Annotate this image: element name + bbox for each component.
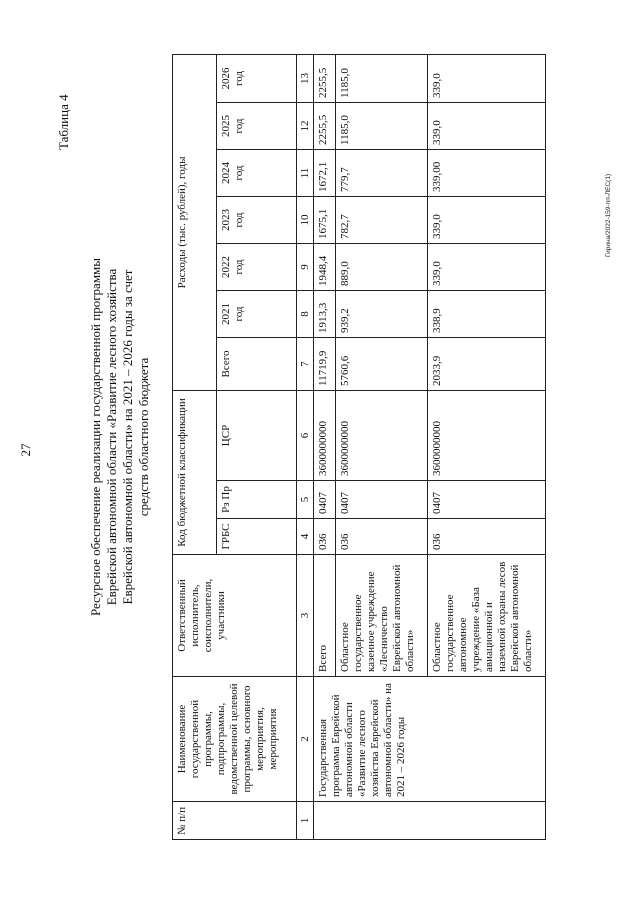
table-title	[88, 217, 152, 657]
header-expenses: Расходы (тыс. рублей), годы	[173, 54, 217, 390]
rzpr-cell: 0407	[314, 481, 336, 519]
col-number: 3	[297, 555, 314, 677]
title-line: Еврейской автономной области» на 2021 – 2026 годы за счет	[120, 269, 135, 605]
header-year-2023: 2023 год	[217, 197, 297, 244]
header-csr: ЦСР	[217, 391, 297, 481]
col-number: 4	[297, 519, 314, 555]
year-2024-cell: 779,7	[336, 150, 428, 197]
header-num: № п/п	[173, 802, 297, 840]
table-row	[314, 54, 336, 839]
grbs-cell: 036	[336, 519, 428, 555]
total-cell: 2033,9	[428, 338, 546, 391]
csr-cell: 3600000000	[336, 391, 428, 481]
total-cell: 11719,9	[314, 338, 336, 391]
executor-cell: Областное государственное казенное учреждение «Лесничество Еврейской автономной области»	[336, 555, 428, 677]
column-numbers-row	[297, 54, 314, 839]
header-year-2026: 2026 год	[217, 54, 297, 102]
page-number: 27	[18, 443, 33, 457]
year-2022-cell: 889,0	[336, 244, 428, 291]
col-number: 11	[297, 150, 314, 197]
csr-cell: 3600000000	[428, 391, 546, 481]
year-2025-cell: 1185,0	[336, 103, 428, 150]
year-2023-cell: 782,7	[336, 197, 428, 244]
col-number: 7	[297, 338, 314, 391]
col-number: 1	[297, 802, 314, 840]
header-year-2022: 2022 год	[217, 244, 297, 291]
rzpr-cell: 0407	[428, 481, 546, 519]
col-number: 6	[297, 391, 314, 481]
grbs-cell: 036	[428, 519, 546, 555]
year-2021-cell: 338,9	[428, 291, 546, 338]
program-name-cell: Государственная программа Еврейской автономной области «Развитие лесного хозяйства Еврейской автономной области» на 2021 – 2026 годы	[314, 677, 546, 802]
col-number: 5	[297, 481, 314, 519]
year-2022-cell: 1948,4	[314, 244, 336, 291]
resource-table	[172, 54, 546, 840]
header-year-2025: 2025 год	[217, 103, 297, 150]
document-footer: Гирина/2022-159-пп-ЛЕС(1)	[605, 173, 612, 257]
title-line: Еврейской автономной области «Развитие лесного хозяйства	[104, 268, 119, 606]
header-rzpr: Рз Пр	[217, 481, 297, 519]
header-total: Всего	[217, 338, 297, 391]
year-2023-cell: 339,0	[428, 197, 546, 244]
year-2024-cell: 339,00	[428, 150, 546, 197]
title-line: Ресурсное обеспечение реализации государственной программы	[88, 257, 103, 617]
col-number: 10	[297, 197, 314, 244]
grbs-cell: 036	[314, 519, 336, 555]
year-2021-cell: 1913,3	[314, 291, 336, 338]
rzpr-cell: 0407	[336, 481, 428, 519]
year-2025-cell: 2255,5	[314, 103, 336, 150]
header-grbs: ГРБС	[217, 519, 297, 555]
year-2024-cell: 1672,1	[314, 150, 336, 197]
year-2026-cell: 339,0	[428, 54, 546, 102]
csr-cell: 3600000000	[314, 391, 336, 481]
year-2026-cell: 2255,5	[314, 54, 336, 102]
col-number: 9	[297, 244, 314, 291]
header-name: Наименование государственной программы, подпрограммы, ведомственной целевой программы, основного мероприятия, мероприятия	[173, 677, 297, 802]
table-label: Таблица 4	[56, 94, 71, 150]
header-year-2021: 2021 год	[217, 291, 297, 338]
total-cell: 5760,6	[336, 338, 428, 391]
header-budget-code: Код бюджетной классификации	[173, 391, 217, 555]
col-number: 12	[297, 103, 314, 150]
col-number: 13	[297, 54, 314, 102]
executor-cell: Областное государственное автономное учреждение «База авиационной и наземной охраны лесов Еврейской автономной области»	[428, 555, 546, 677]
row-number-cell	[314, 802, 546, 840]
col-number: 2	[297, 677, 314, 802]
year-2021-cell: 939,2	[336, 291, 428, 338]
col-number: 8	[297, 291, 314, 338]
year-2026-cell: 1185,0	[336, 54, 428, 102]
header-year-2024: 2024 год	[217, 150, 297, 197]
year-2022-cell: 339,0	[428, 244, 546, 291]
header-executor: Ответственный исполнитель, соисполнители, участники	[173, 555, 297, 677]
executor-cell: Всего	[314, 555, 336, 677]
year-2025-cell: 339,0	[428, 103, 546, 150]
title-line: средств областного бюджета	[136, 357, 151, 517]
year-2023-cell: 1675,1	[314, 197, 336, 244]
